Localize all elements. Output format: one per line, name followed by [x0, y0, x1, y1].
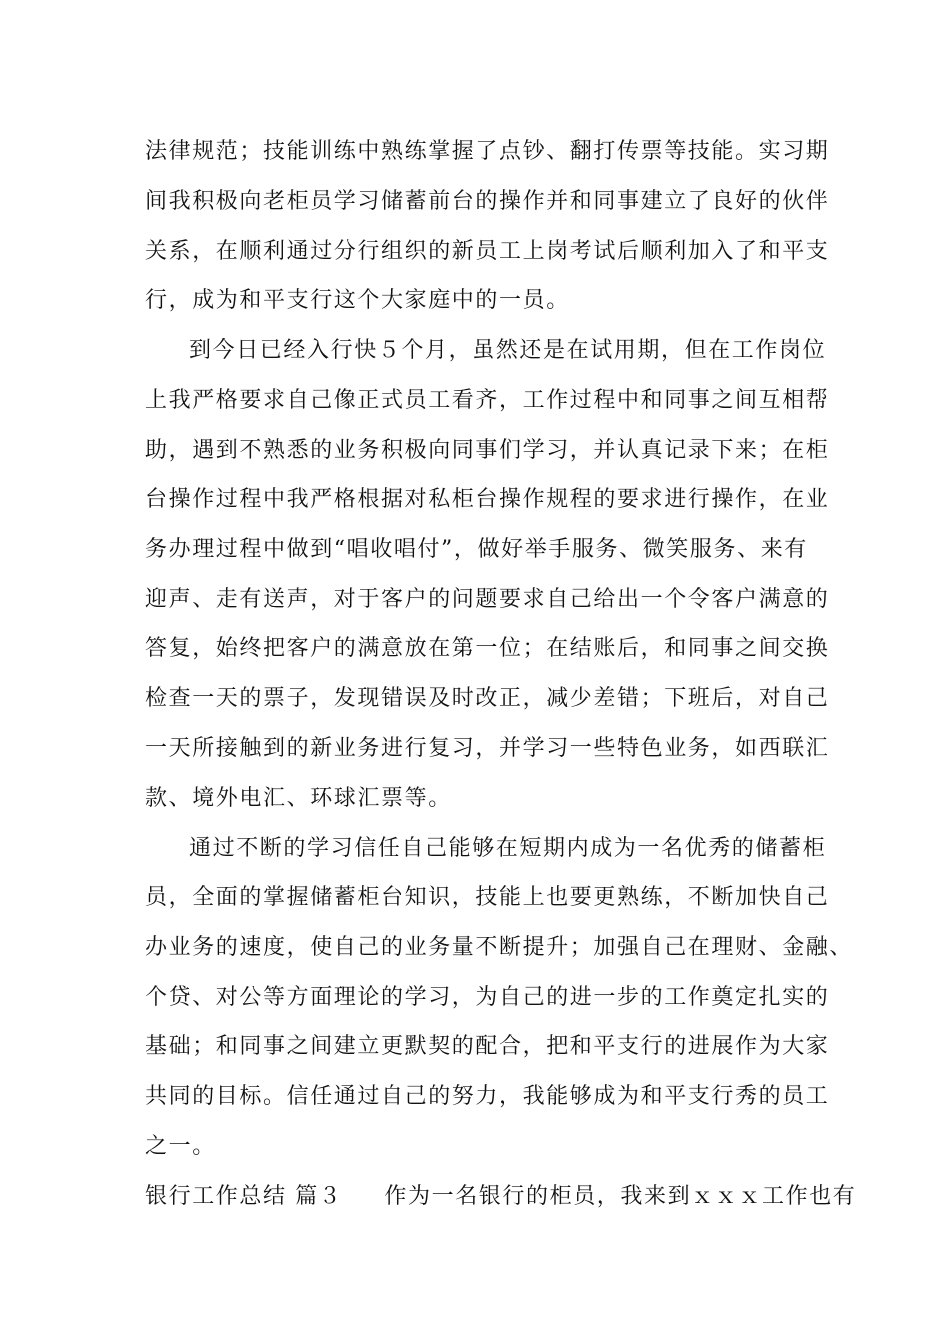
text-line: 法律规范；技能训练中熟练掌握了点钞、翻打传票等技能。实习期 — [145, 139, 830, 164]
text-line: 之一。 — [145, 1134, 216, 1159]
text-line: 助，遇到不熟悉的业务积极向同事们学习，并认真记录下来；在柜 — [145, 438, 830, 463]
text-line: 款、境外电汇、环球汇票等。 — [145, 786, 452, 811]
text-line: 关系，在顺利通过分行组织的新员工上岗考试后顺利加入了和平支 — [145, 239, 830, 264]
text-line: 间我积极向老柜员学习储蓄前台的操作并和同事建立了良好的伙伴 — [145, 189, 830, 214]
section-first-line: 作为一名银行的柜员，我来到ｘｘｘ工作也有 — [384, 1184, 857, 1209]
text-line: 共同的目标。信任通过自己的努力，我能够成为和平支行秀的员工 — [145, 1084, 830, 1109]
section-heading-row — [145, 1182, 856, 1212]
text-line: 行，成为和平支行这个大家庭中的一员。 — [145, 288, 570, 313]
text-line: 检查一天的票子，发现错误及时改正，减少差错；下班后，对自己 — [145, 686, 830, 711]
text-line: 办业务的速度，使自己的业务量不断提升；加强自己在理财、金融、 — [145, 935, 854, 960]
text-line: 迎声、走有送声，对于客户的问题要求自己给出一个令客户满意的 — [145, 587, 830, 612]
text-line: 台操作过程中我严格根据对私柜台操作规程的要求进行操作，在业 — [145, 487, 830, 512]
text-line: 到今日已经入行快５个月，虽然还是在试用期，但在工作岗位 — [189, 338, 827, 363]
text-line: 务办理过程中做到“唱收唱付”，做好举手服务、微笑服务、来有 — [145, 537, 808, 562]
section-heading: 银行工作总结 篇３ — [145, 1184, 343, 1209]
text-line: 一天所接触到的新业务进行复习，并学习一些特色业务，如西联汇 — [145, 736, 830, 761]
text-line: 个贷、对公等方面理论的学习，为自己的进一步的工作奠定扎实的 — [145, 985, 830, 1010]
text-line: 答复，始终把客户的满意放在第一位；在结账后，和同事之间交换 — [145, 636, 830, 661]
text-line: 员，全面的掌握储蓄柜台知识，技能上也要更熟练，不断加快自己 — [145, 885, 830, 910]
text-line: 上我严格要求自己像正式员工看齐，工作过程中和同事之间互相帮 — [145, 388, 830, 413]
text-line: 通过不断的学习信任自己能够在短期内成为一名优秀的储蓄柜 — [189, 836, 827, 861]
text-line: 基础；和同事之间建立更默契的配合，把和平支行的进展作为大家 — [145, 1034, 830, 1059]
